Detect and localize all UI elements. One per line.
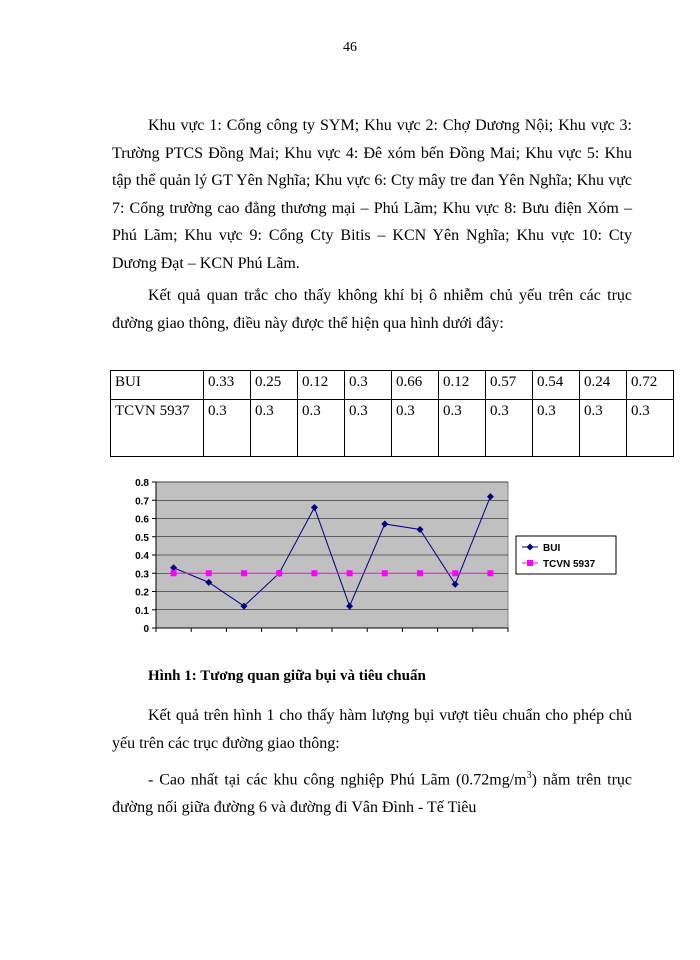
data-point — [487, 570, 493, 576]
page-number: 46 — [343, 40, 357, 55]
bullet-prefix: - Cao nhất tại các khu công nghiệp Phú Lãm (0.72mg/m — [148, 771, 527, 789]
cell: 0.3 — [439, 400, 486, 457]
cell: 0.3 — [345, 400, 392, 457]
cell: 0.3 — [580, 400, 627, 457]
row-label-bui: BUI — [111, 371, 204, 400]
y-tick-label: 0.2 — [135, 587, 149, 599]
bullet-paragraph — [112, 762, 632, 821]
cell: 0.3 — [533, 400, 580, 457]
data-point — [241, 570, 247, 576]
data-point — [276, 570, 282, 576]
y-tick-label: 0.6 — [135, 514, 149, 526]
cell: 0.24 — [580, 371, 627, 400]
cell: 0.3 — [251, 400, 298, 457]
row-label-tcvn: TCVN 5937 — [111, 400, 204, 457]
y-tick-label: 0.3 — [135, 569, 149, 581]
cell: 0.3 — [392, 400, 439, 457]
cell: 0.3 — [204, 400, 251, 457]
data-point — [206, 570, 212, 576]
legend-label: TCVN 5937 — [543, 559, 596, 570]
data-point — [347, 570, 353, 576]
table-row-bui — [111, 371, 674, 400]
bullet-superscript: 3 — [526, 770, 532, 781]
cell: 0.33 — [204, 371, 251, 400]
y-tick-label: 0.1 — [135, 605, 149, 617]
cell: 0.25 — [251, 371, 298, 400]
cell: 0.57 — [486, 371, 533, 400]
cell: 0.3 — [298, 400, 345, 457]
data-point — [171, 570, 177, 576]
y-tick-label: 0.8 — [135, 478, 149, 489]
cell: 0.12 — [298, 371, 345, 400]
bullet-suffix: ) nằm trên trục đường nối giữa đường 6 và đường đi Vân Đình - Tế Tiêu — [112, 771, 632, 816]
legend-marker — [527, 560, 533, 566]
paragraph-conclusion — [112, 702, 632, 757]
cell: 0.12 — [439, 371, 486, 400]
paragraph-result-text: Kết quả quan trắc cho thấy không khí bị ô nhiễm chủ yếu trên các trục đường giao thông, điều này được thể hiện qua hình dưới đây: — [112, 287, 632, 332]
paragraph-result — [112, 282, 632, 337]
y-tick-label: 0.7 — [135, 496, 149, 508]
y-tick-label: 0 — [143, 624, 149, 635]
data-point — [382, 570, 388, 576]
cell: 0.72 — [627, 371, 674, 400]
y-tick-label: 0.4 — [135, 551, 149, 562]
cell: 0.66 — [392, 371, 439, 400]
cell: 0.3 — [627, 400, 674, 457]
paragraph-areas — [112, 112, 632, 277]
figure-caption: Hình 1: Tương quan giữa bụi và tiêu chuẩn — [148, 668, 426, 684]
cell: 0.3 — [486, 400, 533, 457]
table-row-tcvn — [111, 400, 674, 457]
legend-label: BUI — [543, 543, 561, 554]
paragraph-conclusion-text: Kết quả trên hình 1 cho thấy hàm lượng bụi vượt tiêu chuẩn cho phép chủ yếu trên các trục đường giao thông: — [112, 707, 632, 752]
cell: 0.54 — [533, 371, 580, 400]
data-table — [110, 370, 674, 457]
line-chart — [118, 474, 628, 644]
data-point — [452, 570, 458, 576]
data-point — [311, 570, 317, 576]
cell: 0.3 — [345, 371, 392, 400]
y-tick-label: 0.5 — [135, 532, 149, 544]
data-point — [417, 570, 423, 576]
paragraph-areas-text: Khu vực 1: Cổng công ty SYM; Khu vực 2: Chợ Dương Nội; Khu vực 3: Trường PTCS Đồng Mai; Khu vực 4: Đê xóm bến Đồng Mai; Khu vực 5: Khu tập thể quản lý GT Yên Nghĩa; Khu vực 6: Cty mây tre đan Yên Nghĩa; Khu vực 7: Cổng trường cao đẳng thương mại – Phú Lãm; Khu vực 8: Bưu điện Xóm – Phú Lãm; Khu vực 9: Cổng Cty Bitis – KCN Yên Nghĩa; Khu vực 10: Cty Dương Đạt – KCN Phú Lãm. — [112, 117, 632, 272]
